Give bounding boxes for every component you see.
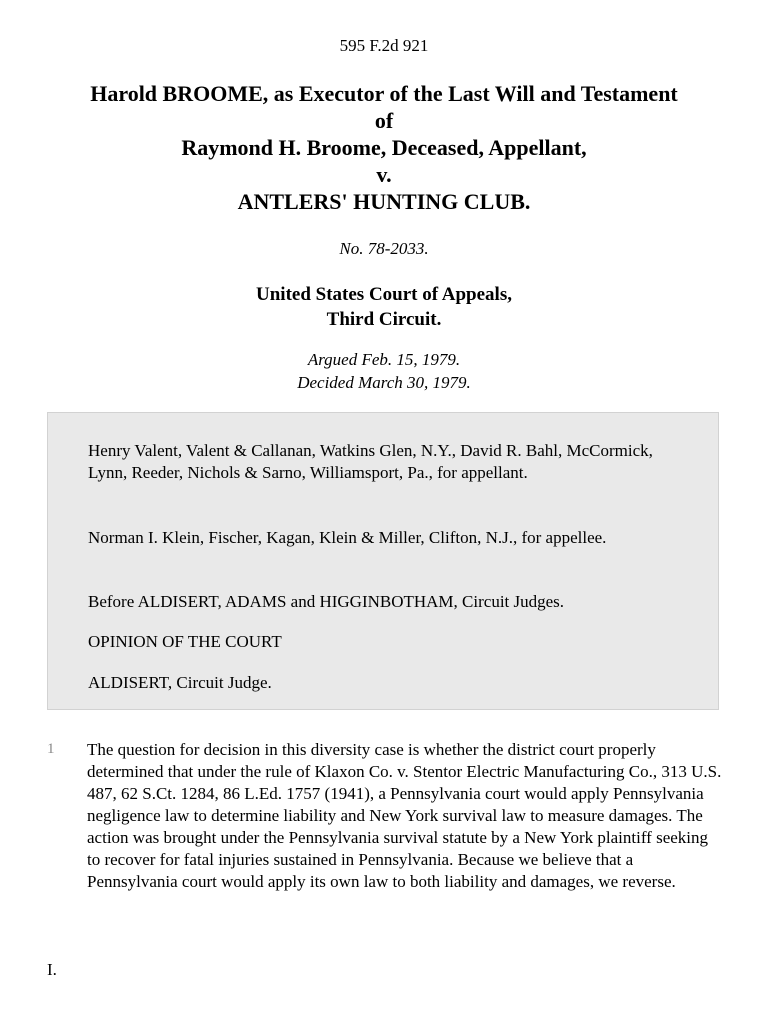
court-line: Third Circuit. <box>326 309 442 330</box>
section-heading: I. <box>47 960 57 979</box>
paragraph-number: 1 <box>47 741 55 757</box>
court-name <box>0 282 768 332</box>
court-line: United States Court of Appeals, <box>256 284 512 305</box>
case-dates <box>0 348 768 394</box>
caption-line: of <box>374 108 394 133</box>
caption-line: v. <box>376 162 392 187</box>
paragraph-text: The question for decision in this diversity case is whether the district court properly determined that under the rule of Klaxon Co. v. Stentor Electric Manufacturing Co., 313 U.S. 487, 62 S.Ct. 1284, 86 L.Ed. 1757 (1941), a Pennsylvania court would apply Pennsylvania negligence law to determine liability and New York survival law to measure damages. The action was brought under the Pennsylvania survival statute by a New York plaintiff seeking to recover for fatal injuries sustained in Pennsylvania. Because we believe that a Pennsylvania court would apply its own law to both liability and damages, we reverse. <box>87 740 722 891</box>
appellant-counsel: Henry Valent, Valent & Callanan, Watkins Glen, N.Y., David R. Bahl, McCormick, Lynn, Reeder, Nichols & Sarno, Williamsport, Pa., for appellant. <box>88 441 653 482</box>
case-caption <box>0 80 768 215</box>
caption-line: Raymond H. Broome, Deceased, Appellant, <box>181 135 587 160</box>
appellee-counsel: Norman I. Klein, Fischer, Kagan, Klein & Miller, Clifton, N.J., for appellee. <box>88 528 607 547</box>
caption-line: Harold BROOME, as Executor of the Last Will and Testament <box>90 81 678 106</box>
counsel-box <box>47 412 719 710</box>
opinion-author: ALDISERT, Circuit Judge. <box>88 673 272 692</box>
opinion-heading: OPINION OF THE COURT <box>88 632 282 651</box>
panel-judges: Before ALDISERT, ADAMS and HIGGINBOTHAM, Circuit Judges. <box>88 592 565 611</box>
caption-line: ANTLERS' HUNTING CLUB. <box>237 189 531 214</box>
decided-date: Decided March 30, 1979. <box>297 373 471 392</box>
docket-number: No. 78-2033. <box>339 239 429 258</box>
case-citation: 595 F.2d 921 <box>339 36 429 55</box>
argued-date: Argued Feb. 15, 1979. <box>307 350 461 369</box>
